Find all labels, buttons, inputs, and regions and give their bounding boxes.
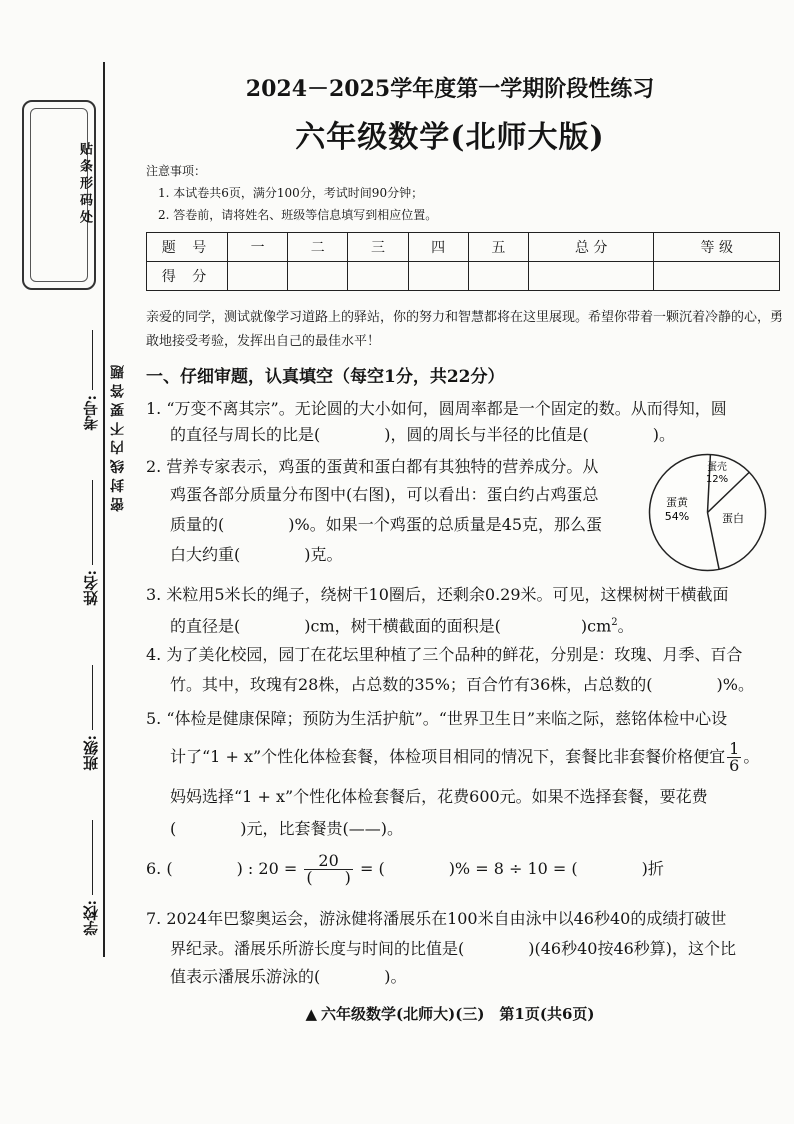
barcode-sticker-area [22, 100, 96, 290]
score-col-3: 三 [348, 233, 408, 262]
exam-subtitle: 六年级数学(北师大版) [295, 120, 605, 155]
fraction-denominator: 6 [729, 756, 740, 775]
score-col-grade: 等 级 [654, 233, 780, 262]
score-table-header-row [147, 233, 780, 262]
question-5-line-2 [170, 740, 759, 774]
score-cell[interactable] [288, 262, 348, 291]
pie-pct-yolk: 54% [664, 510, 690, 523]
score-cell[interactable] [528, 262, 654, 291]
question-2-line-4: 白大约重( )克。 [170, 545, 343, 564]
question-7-line-2: 界纪录。潘展乐所游长度与时间的比值是( )(46秒40按46秒算)，这个比 [170, 939, 737, 958]
egg-pie-chart [645, 450, 770, 575]
pie-label-yolk: 蛋黄 [666, 496, 688, 509]
question-5-line-4: ( )元，比套餐贵(——)。 [170, 819, 403, 838]
score-cell[interactable] [468, 262, 528, 291]
seal-line-notice: 密 封 线 内 不 要 答 题 [110, 365, 126, 512]
score-col-2: 二 [288, 233, 348, 262]
class-field[interactable] [92, 665, 93, 730]
score-col-total: 总 分 [528, 233, 654, 262]
fraction-denominator: ( ) [306, 868, 351, 887]
score-table-score-row [147, 262, 780, 291]
footer-text: 六年级数学(北师大)(三) 第1页(共6页) [321, 1005, 595, 1023]
exam-no-field[interactable] [92, 330, 93, 390]
question-5-line-3: 妈妈选择“1 + x”个性化体检套餐后，花费600元。如果不选择套餐，要花费 [170, 787, 708, 806]
notes-item-1: 1. 本试卷共6页，满分100分，考试时间90分钟； [158, 186, 424, 200]
score-cell[interactable] [228, 262, 288, 291]
score-table [146, 232, 780, 291]
name-label: 姓名: [82, 570, 100, 606]
question-7-line-1: 7. 2024年巴黎奥运会，游泳健将潘展乐在100米自由泳中以46秒40的成绩打破世 [146, 909, 727, 928]
school-label: 学校: [82, 900, 100, 936]
question-5-text: 计了“1 + x”个性化体检套餐，体检项目相同的情况下，套餐比非套餐价格便宜 [170, 747, 726, 766]
question-5-fraction [727, 741, 741, 774]
score-cell[interactable] [348, 262, 408, 291]
score-col-label: 题 号 [147, 233, 228, 262]
question-6-fraction [304, 853, 353, 886]
question-1-line-2: 的直径与周长的比是( )，圆的周长与半径的比值是( )。 [170, 425, 675, 444]
section-1-heading: 一、仔细审题，认真填空（每空1分，共22分） [146, 367, 505, 387]
triangle-logo-icon: ▲ [305, 1005, 318, 1023]
score-col-4: 四 [408, 233, 468, 262]
question-1-line-1: 1. “万变不离其宗”。无论圆的大小如何，圆周率都是一个固定的数。从而得知，圆 [146, 399, 727, 418]
score-cell[interactable] [654, 262, 780, 291]
exam-no-label: 考号: [82, 395, 100, 431]
question-2-line-3: 质量的( )%。如果一个鸡蛋的总质量是45克，那么蛋 [170, 515, 603, 534]
question-3-sup: 2 [611, 617, 618, 628]
question-3-end: 。 [617, 616, 634, 636]
class-label: 班级: [82, 735, 100, 771]
question-5-end: 。 [743, 747, 760, 766]
fraction-numerator: 1 [729, 739, 740, 758]
question-3-text: 的直径是( )cm，树干横截面的面积是( )cm [170, 616, 612, 636]
question-2-line-1: 2. 营养专家表示，鸡蛋的蛋黄和蛋白都有其独特的营养成分。从 [146, 457, 599, 476]
question-6-part-a: 6. ( ) : 20 = [146, 859, 298, 878]
score-row-label: 得 分 [147, 262, 228, 291]
school-field[interactable] [92, 820, 93, 895]
score-cell[interactable] [408, 262, 468, 291]
question-4-line-2: 竹。其中，玫瑰有28株，占总数的35%；百合竹有36株，占总数的( )%。 [170, 675, 754, 694]
notes-item-2: 2. 答卷前，请将姓名、班级等信息填写到相应位置。 [158, 208, 438, 222]
fraction-numerator: 20 [304, 853, 353, 870]
question-4-line-1: 4. 为了美化校园，园丁在花坛里种植了三个品种的鲜花，分别是：玫瑰、月季、百合 [146, 645, 743, 664]
question-6-part-b: = ( )% = 8 ÷ 10 = ( )折 [359, 859, 664, 878]
question-5-line-1: 5. “体检是健康保障；预防为生活护航”。“世界卫生日”来临之际，慈铭体检中心设 [146, 709, 728, 728]
question-7-line-3: 值表示潘展乐游泳的( )。 [170, 967, 407, 986]
pie-label-shell: 蛋壳 [707, 462, 727, 473]
exam-notes [146, 160, 437, 226]
name-field[interactable] [92, 480, 93, 565]
score-col-1: 一 [228, 233, 288, 262]
question-2-line-2: 鸡蛋各部分质量分布图中(右图)，可以看出：蛋白约占鸡蛋总 [170, 485, 599, 504]
notes-heading: 注意事项： [146, 164, 207, 178]
greeting-text: 亲爱的同学，测试就像学习道路上的驿站，你的努力和智慧都将在这里展现。希望你带着一颗沉着冷静的心，勇敢地接受考验，发挥出自己的最佳水平！ [146, 310, 784, 349]
question-3-line-1: 3. 米粒用5米长的绳子，绕树干10圈后，还剩余0.29米。可见，这棵树树干横截面 [146, 585, 729, 604]
barcode-sticker-label: 贴条形码处 [77, 142, 92, 227]
page-footer [130, 1003, 770, 1024]
binding-line [103, 62, 105, 957]
exam-title: 2024－2025学年度第一学期阶段性练习 [245, 76, 655, 102]
question-6 [146, 852, 664, 886]
pie-pct-shell: 12% [705, 474, 729, 485]
pie-label-white: 蛋白 [722, 512, 744, 525]
score-col-5: 五 [468, 233, 528, 262]
